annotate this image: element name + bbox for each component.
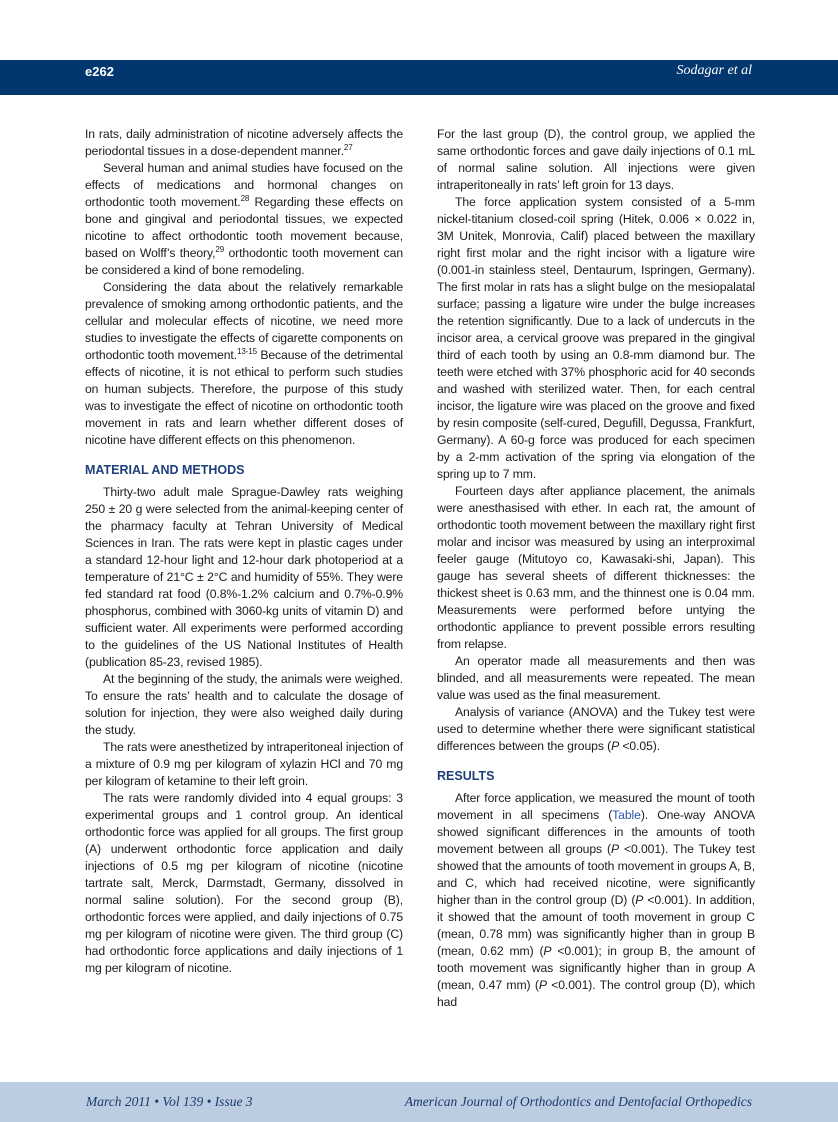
citation-ref[interactable]: 27 bbox=[343, 143, 353, 152]
footer-journal-name: American Journal of Orthodontics and Dentofacial Orthopedics bbox=[404, 1094, 752, 1109]
paragraph: Fourteen days after appliance placement, the animals were anesthasised with ether. In each rat, the amount of orthodontic tooth movement between the maxillary right first molar and incisor was measured by using an interproximal feeler gauge (Mitutoyo co, Kawasaki-shi, Japan). This gauge has several sheets of different thicknesses: the thickest sheet is 0.63 mm, and the thinnest one is 0.04 mm. Measurements were performed before untying the orthodontic appliance to prevent possible errors resulting from relapse. bbox=[437, 484, 755, 651]
running-head-authors: Sodagar et al bbox=[676, 63, 752, 78]
paragraph: At the beginning of the study, the animals were weighed. To ensure the rats’ health and to calculate the dosage of solution for injection, they were also weighed daily during the study. bbox=[85, 672, 403, 737]
right-column bbox=[437, 126, 755, 1011]
paragraph: The force application system consisted of a 5-mm nickel-titanium closed-coil spring (Hitek, 0.006 × 0.022 in, 3M Unitek, Monrovia, Calif) placed between the maxillary right first molar and the right incisor with a ligature wire (0.001-in stainless steel, Dentaurum, Ispringen, Germany). The first molar in rats has a slight bulge on the mesiopalatal surface; passing a ligature wire under the bulge increases the retention significantly. Due to a lack of undercuts in the incisor area, a cervical groove was prepared in the gingival third of each tooth by using an 0.8-mm diamond bur. The teeth were etched with 37% phosphoric acid for 40 seconds and washed with sterilized water. Then, for each central incisor, the ligature wire was placed on the groove and fixed by resin composite (self-cured, Degufill, Degussa, Frankfurt, Germany). A 60-g force was produced for each specimen by a 2-mm activation of the spring via elongation of the spring up to 7 mm. bbox=[437, 195, 755, 481]
paragraph: For the last group (D), the control group, we applied the same orthodontic forces and gave daily injections of 0.1 mL of normal saline solution. All injections were given intraperitoneally in rats’ left groin for 13 days. bbox=[437, 127, 755, 192]
paragraph: After force application, we measured the mount of tooth movement in all specimens (Table). One-way ANOVA showed significant differences in the amounts of tooth movement between all groups (P <0.001). The Tukey test showed that the amounts of tooth movement in groups A, B, and C, which had received nicotine, were significantly higher than in the control group (D) (P <0.001). In addition, it showed that the amount of tooth movement in group C (mean, 0.78 mm) was significantly higher than in group B (mean, 0.62 mm) (P <0.001); in group B, the amount of tooth movement was significantly higher than in group A (mean, 0.47 mm) (P <0.001). The control group (D), which had bbox=[437, 791, 756, 1009]
table-link[interactable]: Table bbox=[612, 808, 641, 822]
citation-ref[interactable]: 29 bbox=[215, 245, 225, 254]
section-heading-results: RESULTS bbox=[437, 769, 495, 783]
footer-issue-info: March 2011 • Vol 139 • Issue 3 bbox=[86, 1094, 253, 1109]
paragraph: The rats were anesthetized by intraperitoneal injection of a mixture of 0.9 mg per kilogram of xylazin HCl and 70 mg per kilogram of ketamine to their left groin. bbox=[85, 740, 403, 788]
paragraph: Considering the data about the relatively remarkable prevalence of smoking among orthodontic patients, and the cellular and molecular effects of nicotine, we need more studies to investigate the effects of cigarette components on orthodontic tooth movement.$^{13-15}$ Because of the detrimental effects of nicotine, it is not ethical to perform such studies on human subjects. Therefore, the purpose of this study was to investigate the effect of nicotine on orthodontic tooth movement in rats and learn whether different doses of nicotine have different effects on this phenomenon. bbox=[85, 280, 404, 447]
page-number: e262 bbox=[85, 64, 114, 79]
left-column bbox=[85, 126, 403, 977]
paragraph: In rats, daily administration of nicotine adversely affects the periodontal tissues in a dose-dependent manner.$^{27}$ bbox=[85, 127, 403, 158]
section-heading-methods: MATERIAL AND METHODS bbox=[85, 463, 245, 477]
paragraph: Thirty-two adult male Sprague-Dawley rats weighing 250 ± 20 g were selected from the animal-keeping center of the pharmacy faculty at Tehran University of Medical Sciences in Iran. The rats were kept in plastic cages under a standard 12-hour light and 12-hour dark photoperiod at a temperature of 21°C ± 2°C and humidity of 55%. They were fed standard rat food (0.8%-1.2% calcium and 0.7%-0.9% phosphorus, combined with 3060-kg units of vitamin D) and sufficient water. All experiments were performed according to the guidelines of the US National Institutes of Health (publication 85-23, revised 1985). bbox=[85, 485, 403, 669]
paragraph: An operator made all measurements and then was blinded, and all measurements were repeated. The mean value was used as the final measurement. bbox=[437, 654, 755, 702]
paragraph: The rats were randomly divided into 4 equal groups: 3 experimental groups and 1 control group. An identical orthodontic force was applied for all groups. The first group (A) underwent orthodontic force application and daily injections of 0.5 mg per kilogram of nicotine (nicotine tartrate salt, Merck, Darmstadt, Germany, dissolved in normal saline solution). For the second group (B), orthodontic forces were applied, and daily injections of 0.75 mg per kilogram of nicotine were given. The third group (C) had orthodontic force applications and daily injections of 1 mg per kilogram of nicotine. bbox=[85, 791, 403, 975]
citation-ref[interactable]: 13-15 bbox=[236, 347, 257, 356]
paragraph: Analysis of variance (ANOVA) and the Tukey test were used to determine whether there were significant statistical differences between the groups (P <0.05). bbox=[437, 705, 755, 753]
citation-ref[interactable]: 28 bbox=[240, 194, 250, 203]
paragraph: Several human and animal studies have focused on the effects of medications and hormonal changes on orthodontic tooth movement.$^{28}$ Regarding these effects on bone and gingival and periodontal tissues, we expected nicotine to affect orthodontic tooth movement because, based on Wolff’s theory,$^{29}$ orthodontic tooth movement can be considered a kind of bone remodeling. bbox=[85, 161, 404, 277]
